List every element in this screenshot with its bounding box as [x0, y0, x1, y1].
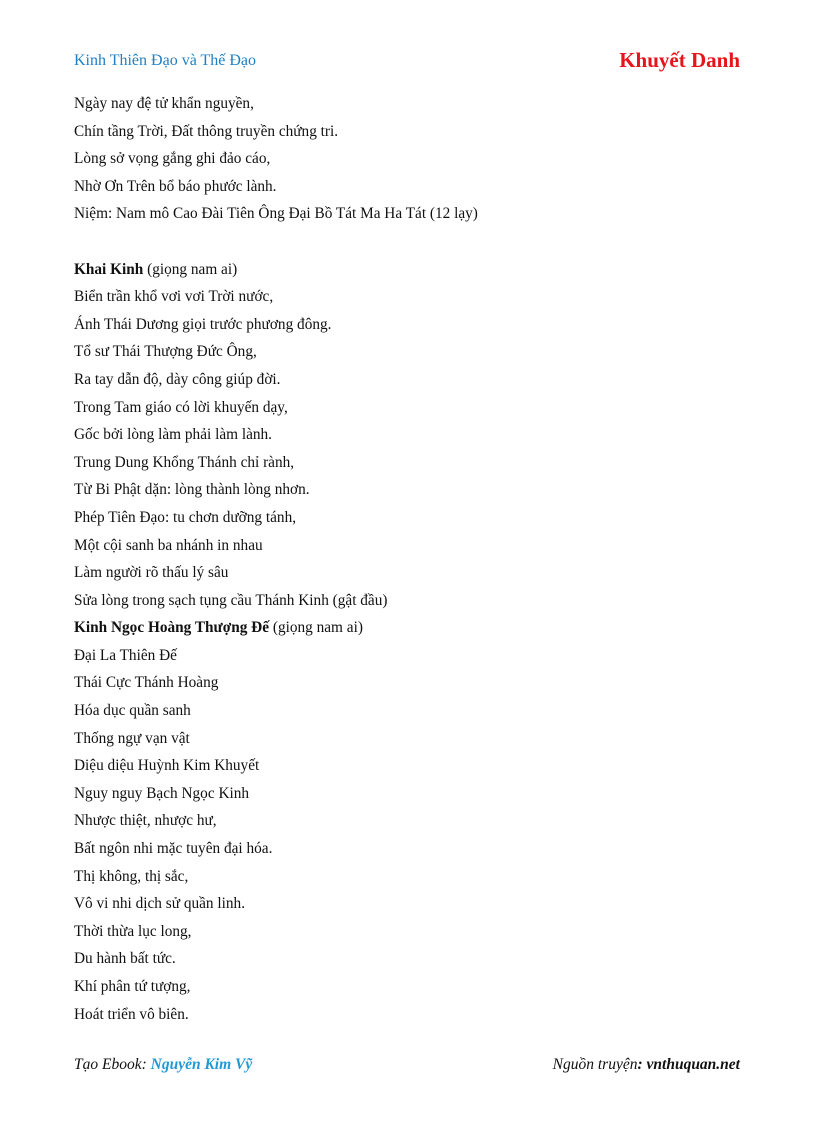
text-line: Khí phân tứ tượng, [74, 978, 191, 995]
ebook-label: Tạo Ebook [74, 1056, 142, 1073]
book-title: Kinh Thiên Đạo và Thế Đạo [74, 52, 257, 69]
text-line: Biển trần khổ vơi vơi Trời nước, [74, 288, 274, 306]
section-heading-ngoc-hoang [74, 614, 754, 642]
text-line: Nhược thiệt, nhược hư, [74, 812, 217, 830]
text-line: Ra tay dẫn độ, dày công giúp đời. [74, 370, 281, 388]
section-heading-khai-kinh [74, 256, 754, 284]
text-line: Trong Tam giáo có lời khuyến dạy, [74, 398, 288, 416]
text-line: Làm người rõ thấu lý sâu [74, 564, 229, 582]
document-body [74, 90, 754, 1028]
footer-ebook-credit [74, 1056, 252, 1074]
text-line: Hóa dục quần sanh [74, 702, 191, 720]
text-line: Tổ sư Thái Thượng Đức Ông, [74, 343, 257, 361]
text-line: Thị không, thị sắc, [74, 867, 189, 885]
text-line: Ánh Thái Dương giọi trước phương đông. [74, 315, 332, 333]
heading-note: (giọng nam ai) [143, 260, 238, 278]
text-line: Từ Bi Phật dặn: lòng thành lòng nhơn. [74, 481, 310, 499]
text-line: Thống ngự vạn vật [74, 729, 190, 747]
blank-line [74, 228, 754, 256]
text-line: Du hành bất tức. [74, 950, 176, 968]
text-line: Thái Cực Thánh Hoàng [74, 674, 219, 692]
heading-text: Kinh Ngọc Hoàng Thượng Đế [74, 619, 270, 637]
text-line: Ngày nay đệ tử khẩn nguyền, [74, 95, 254, 112]
text-line: Sửa lòng trong sạch tụng cầu Thánh Kinh (gật đầu) [74, 591, 388, 609]
text-line: Trung Dung Khổng Thánh chỉ rành, [74, 453, 295, 471]
source-separator: : [637, 1056, 647, 1073]
heading-note: (giọng nam ai) [269, 619, 363, 637]
text-line: Diệu diệu Huỳnh Kim Khuyết [74, 757, 260, 775]
ebook-separator: : [141, 1056, 151, 1073]
text-line: Chín tầng Trời, Đất thông truyền chứng tri. [74, 122, 339, 140]
text-line: Lòng sở vọng gắng ghi đảo cáo, [74, 150, 271, 168]
text-line: Gốc bởi lòng làm phải làm lành. [74, 426, 272, 444]
footer-source [553, 1056, 740, 1074]
text-line: Nhờ Ơn Trên bổ báo phước lành. [74, 177, 277, 195]
text-line: Phép Tiên Đạo: tu chơn dưỡng tánh, [74, 508, 297, 526]
source-label: Nguồn truyện [552, 1056, 638, 1073]
ebook-creator-name: Nguyễn Kim Vỹ [150, 1056, 253, 1073]
text-line: Bất ngôn nhi mặc tuyên đại hóa. [74, 840, 273, 858]
text-line: Hoát triển vô biên. [74, 1005, 189, 1023]
text-line: Thời thừa lục long, [74, 922, 192, 940]
text-line: Niệm: Nam mô Cao Đài Tiên Ông Đại Bồ Tát Ma Ha Tát (12 lạy) [74, 205, 478, 223]
heading-text: Khai Kinh [74, 260, 144, 278]
text-line: Đại La Thiên Đế [74, 646, 177, 664]
source-site: vnthuquan.net [646, 1056, 740, 1073]
text-line: Một cội sanh ba nhánh in nhau [74, 536, 263, 554]
text-line: Vô vi nhi dịch sử quần linh. [74, 895, 246, 913]
author-name: Khuyết Danh [619, 48, 740, 72]
text-line: Nguy nguy Bạch Ngọc Kinh [74, 784, 250, 802]
